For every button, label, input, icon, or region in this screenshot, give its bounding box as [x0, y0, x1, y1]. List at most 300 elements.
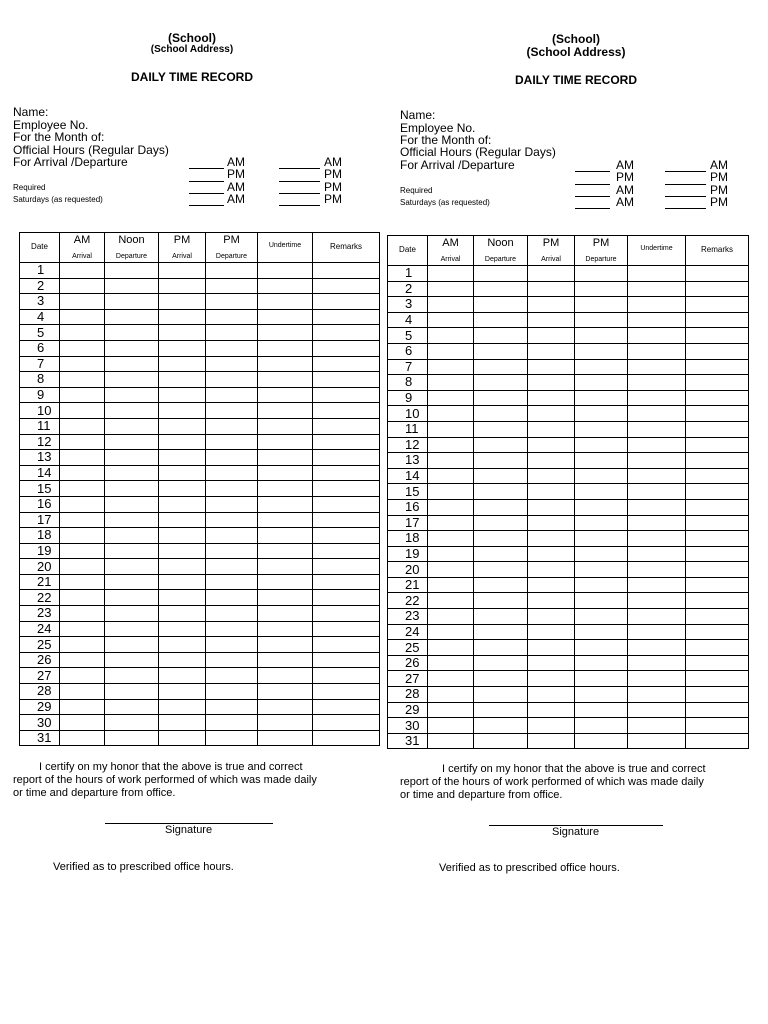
time-blank[interactable]: [189, 193, 224, 194]
pm-arrival-cell[interactable]: [159, 684, 206, 700]
am-arrival-cell[interactable]: [428, 468, 474, 484]
remarks-cell[interactable]: [686, 421, 749, 437]
noon-departure-cell[interactable]: [474, 671, 528, 687]
am-arrival-cell[interactable]: [428, 421, 474, 437]
noon-departure-cell[interactable]: [474, 546, 528, 562]
am-arrival-cell[interactable]: [60, 356, 105, 372]
remarks-cell[interactable]: [686, 266, 749, 282]
remarks-cell[interactable]: [686, 687, 749, 703]
undertime-cell[interactable]: [628, 562, 686, 578]
pm-departure-cell[interactable]: [206, 465, 258, 481]
pm-departure-cell[interactable]: [206, 309, 258, 325]
remarks-cell[interactable]: [686, 718, 749, 734]
pm-departure-cell[interactable]: [206, 278, 258, 294]
remarks-cell[interactable]: [313, 418, 380, 434]
remarks-cell[interactable]: [313, 621, 380, 637]
am-arrival-cell[interactable]: [428, 531, 474, 547]
am-arrival-cell[interactable]: [60, 496, 105, 512]
am-arrival-cell[interactable]: [60, 465, 105, 481]
am-arrival-cell[interactable]: [428, 437, 474, 453]
undertime-cell[interactable]: [628, 266, 686, 282]
undertime-cell[interactable]: [258, 684, 313, 700]
am-arrival-cell[interactable]: [428, 328, 474, 344]
remarks-cell[interactable]: [313, 356, 380, 372]
pm-arrival-cell[interactable]: [159, 325, 206, 341]
undertime-cell[interactable]: [258, 481, 313, 497]
pm-departure-cell[interactable]: [206, 528, 258, 544]
remarks-cell[interactable]: [313, 699, 380, 715]
noon-departure-cell[interactable]: [105, 465, 159, 481]
am-arrival-cell[interactable]: [60, 481, 105, 497]
pm-arrival-cell[interactable]: [159, 450, 206, 466]
noon-departure-cell[interactable]: [474, 687, 528, 703]
remarks-cell[interactable]: [686, 343, 749, 359]
remarks-cell[interactable]: [686, 671, 749, 687]
undertime-cell[interactable]: [258, 512, 313, 528]
remarks-cell[interactable]: [313, 340, 380, 356]
noon-departure-cell[interactable]: [474, 266, 528, 282]
am-arrival-cell[interactable]: [428, 390, 474, 406]
pm-arrival-cell[interactable]: [159, 606, 206, 622]
am-arrival-cell[interactable]: [428, 733, 474, 749]
remarks-cell[interactable]: [313, 528, 380, 544]
noon-departure-cell[interactable]: [105, 590, 159, 606]
noon-departure-cell[interactable]: [105, 418, 159, 434]
pm-departure-cell[interactable]: [206, 590, 258, 606]
noon-departure-cell[interactable]: [105, 325, 159, 341]
noon-departure-cell[interactable]: [474, 484, 528, 500]
remarks-cell[interactable]: [313, 684, 380, 700]
pm-arrival-cell[interactable]: [528, 515, 575, 531]
pm-arrival-cell[interactable]: [159, 528, 206, 544]
pm-departure-cell[interactable]: [206, 294, 258, 310]
undertime-cell[interactable]: [628, 406, 686, 422]
undertime-cell[interactable]: [628, 531, 686, 547]
pm-arrival-cell[interactable]: [528, 437, 575, 453]
pm-departure-cell[interactable]: [575, 297, 628, 313]
pm-departure-cell[interactable]: [575, 624, 628, 640]
remarks-cell[interactable]: [313, 372, 380, 388]
noon-departure-cell[interactable]: [474, 359, 528, 375]
remarks-cell[interactable]: [313, 325, 380, 341]
undertime-cell[interactable]: [628, 718, 686, 734]
am-arrival-cell[interactable]: [428, 702, 474, 718]
undertime-cell[interactable]: [628, 375, 686, 391]
time-blank[interactable]: [665, 208, 706, 209]
pm-arrival-cell[interactable]: [159, 559, 206, 575]
noon-departure-cell[interactable]: [474, 499, 528, 515]
undertime-cell[interactable]: [258, 543, 313, 559]
am-arrival-cell[interactable]: [60, 294, 105, 310]
undertime-cell[interactable]: [258, 730, 313, 746]
noon-departure-cell[interactable]: [105, 559, 159, 575]
undertime-cell[interactable]: [258, 528, 313, 544]
pm-departure-cell[interactable]: [206, 434, 258, 450]
pm-departure-cell[interactable]: [575, 702, 628, 718]
remarks-cell[interactable]: [313, 590, 380, 606]
noon-departure-cell[interactable]: [474, 733, 528, 749]
am-arrival-cell[interactable]: [428, 655, 474, 671]
undertime-cell[interactable]: [258, 372, 313, 388]
remarks-cell[interactable]: [313, 543, 380, 559]
am-arrival-cell[interactable]: [60, 684, 105, 700]
pm-arrival-cell[interactable]: [528, 421, 575, 437]
noon-departure-cell[interactable]: [474, 406, 528, 422]
undertime-cell[interactable]: [258, 325, 313, 341]
noon-departure-cell[interactable]: [105, 340, 159, 356]
undertime-cell[interactable]: [628, 281, 686, 297]
am-arrival-cell[interactable]: [428, 515, 474, 531]
remarks-cell[interactable]: [313, 559, 380, 575]
undertime-cell[interactable]: [628, 390, 686, 406]
pm-departure-cell[interactable]: [575, 718, 628, 734]
noon-departure-cell[interactable]: [105, 372, 159, 388]
time-blank[interactable]: [575, 171, 610, 172]
pm-arrival-cell[interactable]: [528, 453, 575, 469]
pm-departure-cell[interactable]: [575, 359, 628, 375]
remarks-cell[interactable]: [686, 297, 749, 313]
remarks-cell[interactable]: [686, 609, 749, 625]
pm-arrival-cell[interactable]: [159, 263, 206, 279]
noon-departure-cell[interactable]: [105, 294, 159, 310]
pm-departure-cell[interactable]: [575, 375, 628, 391]
undertime-cell[interactable]: [258, 294, 313, 310]
pm-departure-cell[interactable]: [206, 730, 258, 746]
pm-arrival-cell[interactable]: [159, 699, 206, 715]
am-arrival-cell[interactable]: [428, 671, 474, 687]
am-arrival-cell[interactable]: [428, 577, 474, 593]
pm-departure-cell[interactable]: [206, 481, 258, 497]
noon-departure-cell[interactable]: [105, 715, 159, 731]
noon-departure-cell[interactable]: [105, 278, 159, 294]
remarks-cell[interactable]: [686, 593, 749, 609]
am-arrival-cell[interactable]: [60, 263, 105, 279]
undertime-cell[interactable]: [628, 484, 686, 500]
pm-arrival-cell[interactable]: [528, 499, 575, 515]
remarks-cell[interactable]: [686, 577, 749, 593]
pm-departure-cell[interactable]: [206, 543, 258, 559]
pm-departure-cell[interactable]: [575, 593, 628, 609]
remarks-cell[interactable]: [686, 655, 749, 671]
undertime-cell[interactable]: [258, 387, 313, 403]
noon-departure-cell[interactable]: [105, 356, 159, 372]
pm-arrival-cell[interactable]: [159, 465, 206, 481]
undertime-cell[interactable]: [628, 437, 686, 453]
remarks-cell[interactable]: [313, 512, 380, 528]
undertime-cell[interactable]: [628, 468, 686, 484]
noon-departure-cell[interactable]: [474, 515, 528, 531]
undertime-cell[interactable]: [628, 546, 686, 562]
pm-arrival-cell[interactable]: [159, 309, 206, 325]
am-arrival-cell[interactable]: [428, 562, 474, 578]
pm-arrival-cell[interactable]: [159, 340, 206, 356]
pm-arrival-cell[interactable]: [528, 718, 575, 734]
noon-departure-cell[interactable]: [105, 606, 159, 622]
remarks-cell[interactable]: [313, 668, 380, 684]
remarks-cell[interactable]: [686, 484, 749, 500]
pm-arrival-cell[interactable]: [528, 624, 575, 640]
am-arrival-cell[interactable]: [428, 453, 474, 469]
pm-departure-cell[interactable]: [206, 652, 258, 668]
remarks-cell[interactable]: [686, 468, 749, 484]
remarks-cell[interactable]: [313, 637, 380, 653]
pm-arrival-cell[interactable]: [159, 496, 206, 512]
noon-departure-cell[interactable]: [105, 481, 159, 497]
undertime-cell[interactable]: [258, 278, 313, 294]
pm-arrival-cell[interactable]: [528, 484, 575, 500]
pm-arrival-cell[interactable]: [159, 574, 206, 590]
pm-arrival-cell[interactable]: [159, 403, 206, 419]
noon-departure-cell[interactable]: [474, 281, 528, 297]
remarks-cell[interactable]: [686, 406, 749, 422]
noon-departure-cell[interactable]: [474, 718, 528, 734]
remarks-cell[interactable]: [686, 515, 749, 531]
noon-departure-cell[interactable]: [105, 263, 159, 279]
pm-arrival-cell[interactable]: [528, 281, 575, 297]
am-arrival-cell[interactable]: [428, 312, 474, 328]
noon-departure-cell[interactable]: [105, 450, 159, 466]
noon-departure-cell[interactable]: [474, 655, 528, 671]
pm-departure-cell[interactable]: [206, 574, 258, 590]
remarks-cell[interactable]: [686, 640, 749, 656]
undertime-cell[interactable]: [628, 655, 686, 671]
pm-departure-cell[interactable]: [575, 484, 628, 500]
noon-departure-cell[interactable]: [474, 624, 528, 640]
pm-arrival-cell[interactable]: [528, 266, 575, 282]
pm-arrival-cell[interactable]: [528, 390, 575, 406]
am-arrival-cell[interactable]: [428, 297, 474, 313]
pm-arrival-cell[interactable]: [159, 387, 206, 403]
pm-arrival-cell[interactable]: [528, 655, 575, 671]
am-arrival-cell[interactable]: [428, 359, 474, 375]
undertime-cell[interactable]: [628, 624, 686, 640]
am-arrival-cell[interactable]: [60, 278, 105, 294]
pm-departure-cell[interactable]: [575, 499, 628, 515]
am-arrival-cell[interactable]: [428, 343, 474, 359]
pm-departure-cell[interactable]: [575, 640, 628, 656]
pm-arrival-cell[interactable]: [159, 543, 206, 559]
pm-departure-cell[interactable]: [575, 328, 628, 344]
undertime-cell[interactable]: [628, 515, 686, 531]
am-arrival-cell[interactable]: [60, 387, 105, 403]
undertime-cell[interactable]: [258, 309, 313, 325]
noon-departure-cell[interactable]: [474, 562, 528, 578]
remarks-cell[interactable]: [686, 453, 749, 469]
pm-arrival-cell[interactable]: [159, 294, 206, 310]
am-arrival-cell[interactable]: [428, 687, 474, 703]
noon-departure-cell[interactable]: [474, 577, 528, 593]
undertime-cell[interactable]: [258, 621, 313, 637]
pm-arrival-cell[interactable]: [159, 637, 206, 653]
undertime-cell[interactable]: [258, 637, 313, 653]
am-arrival-cell[interactable]: [60, 418, 105, 434]
noon-departure-cell[interactable]: [105, 387, 159, 403]
pm-departure-cell[interactable]: [575, 531, 628, 547]
pm-arrival-cell[interactable]: [528, 687, 575, 703]
pm-arrival-cell[interactable]: [528, 312, 575, 328]
remarks-cell[interactable]: [686, 390, 749, 406]
noon-departure-cell[interactable]: [474, 453, 528, 469]
noon-departure-cell[interactable]: [474, 609, 528, 625]
pm-departure-cell[interactable]: [575, 406, 628, 422]
time-blank[interactable]: [575, 196, 610, 197]
noon-departure-cell[interactable]: [105, 637, 159, 653]
remarks-cell[interactable]: [313, 263, 380, 279]
am-arrival-cell[interactable]: [428, 375, 474, 391]
pm-departure-cell[interactable]: [575, 453, 628, 469]
am-arrival-cell[interactable]: [60, 590, 105, 606]
am-arrival-cell[interactable]: [428, 406, 474, 422]
pm-departure-cell[interactable]: [575, 546, 628, 562]
pm-arrival-cell[interactable]: [528, 468, 575, 484]
noon-departure-cell[interactable]: [105, 434, 159, 450]
pm-arrival-cell[interactable]: [159, 278, 206, 294]
time-blank[interactable]: [575, 184, 610, 185]
pm-departure-cell[interactable]: [575, 671, 628, 687]
undertime-cell[interactable]: [258, 699, 313, 715]
pm-departure-cell[interactable]: [206, 512, 258, 528]
remarks-cell[interactable]: [313, 450, 380, 466]
pm-arrival-cell[interactable]: [528, 640, 575, 656]
undertime-cell[interactable]: [258, 715, 313, 731]
noon-departure-cell[interactable]: [474, 531, 528, 547]
remarks-cell[interactable]: [313, 309, 380, 325]
pm-departure-cell[interactable]: [206, 684, 258, 700]
pm-arrival-cell[interactable]: [159, 590, 206, 606]
am-arrival-cell[interactable]: [60, 730, 105, 746]
pm-arrival-cell[interactable]: [159, 372, 206, 388]
noon-departure-cell[interactable]: [474, 390, 528, 406]
am-arrival-cell[interactable]: [428, 281, 474, 297]
pm-departure-cell[interactable]: [575, 468, 628, 484]
pm-departure-cell[interactable]: [206, 263, 258, 279]
pm-arrival-cell[interactable]: [528, 328, 575, 344]
pm-arrival-cell[interactable]: [528, 406, 575, 422]
pm-departure-cell[interactable]: [206, 559, 258, 575]
remarks-cell[interactable]: [313, 481, 380, 497]
pm-departure-cell[interactable]: [206, 418, 258, 434]
pm-departure-cell[interactable]: [575, 281, 628, 297]
undertime-cell[interactable]: [258, 263, 313, 279]
remarks-cell[interactable]: [686, 531, 749, 547]
pm-arrival-cell[interactable]: [159, 730, 206, 746]
undertime-cell[interactable]: [258, 606, 313, 622]
undertime-cell[interactable]: [628, 421, 686, 437]
am-arrival-cell[interactable]: [60, 434, 105, 450]
remarks-cell[interactable]: [313, 465, 380, 481]
noon-departure-cell[interactable]: [105, 684, 159, 700]
undertime-cell[interactable]: [258, 356, 313, 372]
noon-departure-cell[interactable]: [105, 652, 159, 668]
undertime-cell[interactable]: [628, 297, 686, 313]
noon-departure-cell[interactable]: [105, 574, 159, 590]
pm-departure-cell[interactable]: [575, 421, 628, 437]
undertime-cell[interactable]: [258, 434, 313, 450]
am-arrival-cell[interactable]: [428, 640, 474, 656]
undertime-cell[interactable]: [628, 359, 686, 375]
pm-arrival-cell[interactable]: [528, 359, 575, 375]
undertime-cell[interactable]: [628, 640, 686, 656]
noon-departure-cell[interactable]: [105, 496, 159, 512]
pm-arrival-cell[interactable]: [528, 593, 575, 609]
undertime-cell[interactable]: [628, 453, 686, 469]
noon-departure-cell[interactable]: [105, 528, 159, 544]
noon-departure-cell[interactable]: [474, 468, 528, 484]
pm-departure-cell[interactable]: [206, 606, 258, 622]
am-arrival-cell[interactable]: [60, 715, 105, 731]
am-arrival-cell[interactable]: [60, 699, 105, 715]
remarks-cell[interactable]: [313, 715, 380, 731]
undertime-cell[interactable]: [258, 450, 313, 466]
am-arrival-cell[interactable]: [60, 559, 105, 575]
pm-departure-cell[interactable]: [575, 515, 628, 531]
remarks-cell[interactable]: [686, 281, 749, 297]
am-arrival-cell[interactable]: [60, 372, 105, 388]
noon-departure-cell[interactable]: [474, 312, 528, 328]
am-arrival-cell[interactable]: [60, 528, 105, 544]
noon-departure-cell[interactable]: [474, 593, 528, 609]
time-blank[interactable]: [665, 171, 706, 172]
pm-departure-cell[interactable]: [206, 372, 258, 388]
am-arrival-cell[interactable]: [60, 621, 105, 637]
pm-departure-cell[interactable]: [206, 340, 258, 356]
am-arrival-cell[interactable]: [60, 340, 105, 356]
am-arrival-cell[interactable]: [60, 325, 105, 341]
noon-departure-cell[interactable]: [474, 421, 528, 437]
undertime-cell[interactable]: [258, 418, 313, 434]
am-arrival-cell[interactable]: [60, 637, 105, 653]
time-blank[interactable]: [189, 205, 224, 206]
pm-arrival-cell[interactable]: [528, 609, 575, 625]
noon-departure-cell[interactable]: [474, 702, 528, 718]
time-blank[interactable]: [575, 208, 610, 209]
remarks-cell[interactable]: [313, 496, 380, 512]
pm-departure-cell[interactable]: [575, 609, 628, 625]
undertime-cell[interactable]: [628, 609, 686, 625]
am-arrival-cell[interactable]: [60, 450, 105, 466]
noon-departure-cell[interactable]: [105, 309, 159, 325]
pm-arrival-cell[interactable]: [528, 343, 575, 359]
pm-arrival-cell[interactable]: [159, 418, 206, 434]
remarks-cell[interactable]: [686, 359, 749, 375]
pm-arrival-cell[interactable]: [159, 715, 206, 731]
undertime-cell[interactable]: [258, 652, 313, 668]
time-blank[interactable]: [665, 196, 706, 197]
pm-arrival-cell[interactable]: [528, 375, 575, 391]
remarks-cell[interactable]: [686, 624, 749, 640]
am-arrival-cell[interactable]: [60, 606, 105, 622]
undertime-cell[interactable]: [628, 671, 686, 687]
undertime-cell[interactable]: [258, 340, 313, 356]
undertime-cell[interactable]: [628, 733, 686, 749]
noon-departure-cell[interactable]: [105, 668, 159, 684]
remarks-cell[interactable]: [313, 730, 380, 746]
remarks-cell[interactable]: [313, 574, 380, 590]
remarks-cell[interactable]: [686, 375, 749, 391]
pm-departure-cell[interactable]: [575, 390, 628, 406]
undertime-cell[interactable]: [258, 465, 313, 481]
pm-arrival-cell[interactable]: [159, 668, 206, 684]
noon-departure-cell[interactable]: [474, 328, 528, 344]
time-blank[interactable]: [279, 205, 320, 206]
time-blank[interactable]: [279, 193, 320, 194]
pm-departure-cell[interactable]: [575, 562, 628, 578]
noon-departure-cell[interactable]: [105, 543, 159, 559]
am-arrival-cell[interactable]: [428, 546, 474, 562]
pm-arrival-cell[interactable]: [159, 434, 206, 450]
pm-arrival-cell[interactable]: [528, 297, 575, 313]
undertime-cell[interactable]: [628, 702, 686, 718]
